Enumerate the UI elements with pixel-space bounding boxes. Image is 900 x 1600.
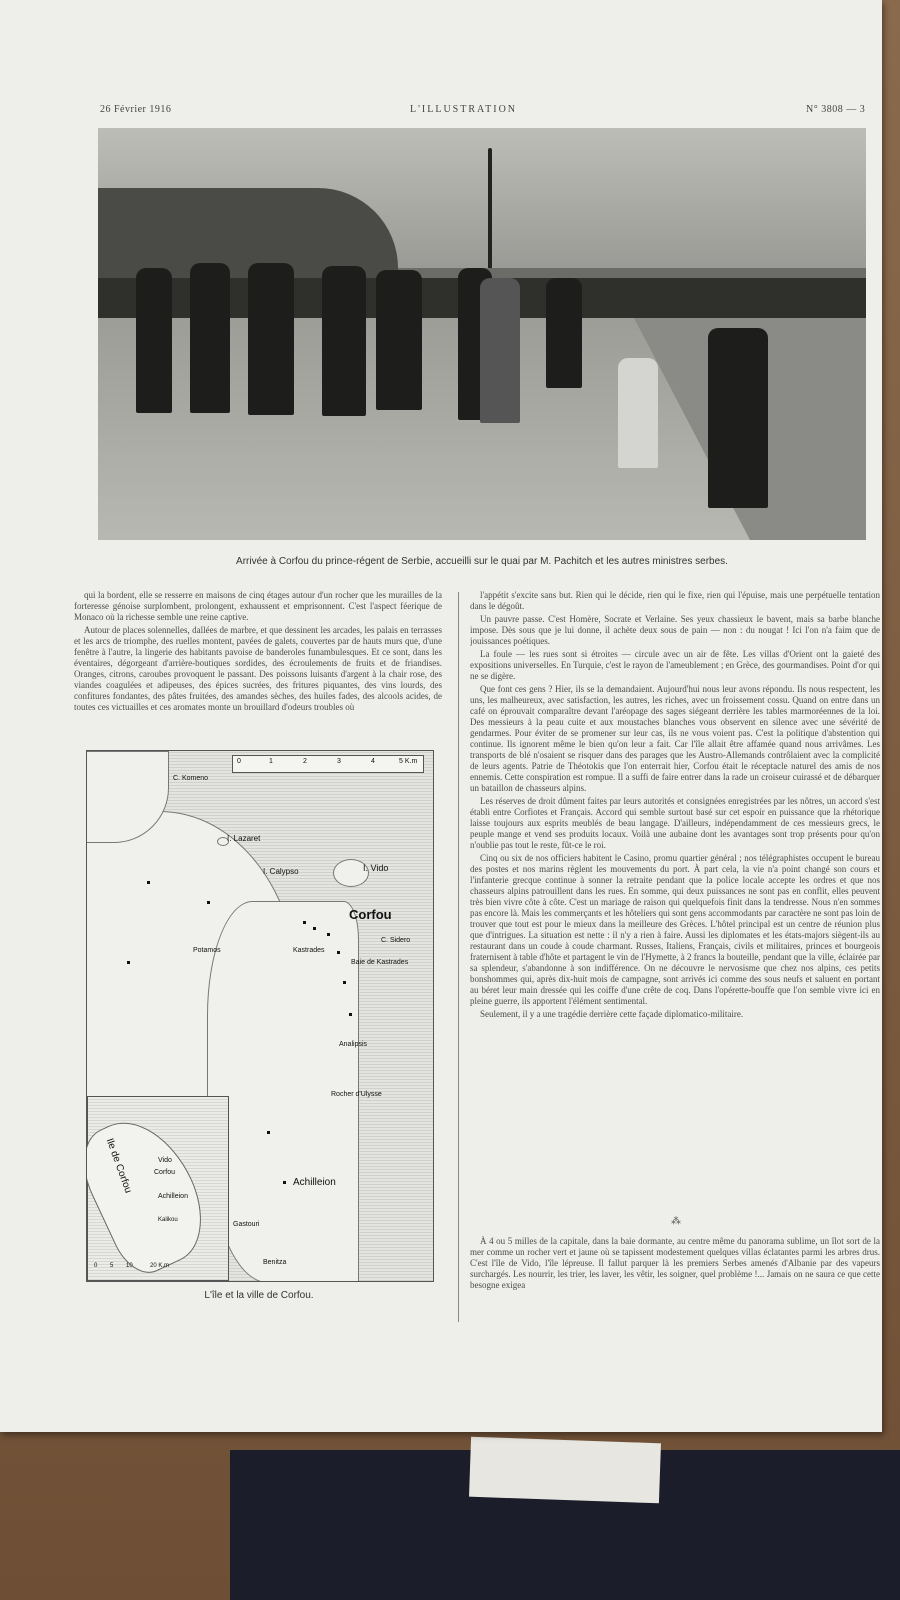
map-inset xyxy=(87,1096,229,1281)
scale-label: 3 xyxy=(337,758,341,765)
photo-figure xyxy=(376,270,422,410)
paragraph: La foule — les rues sont si étroites — circule avec un air de fête. Les villas d'Orient ont la gaieté des expositions universelles. En Turquie, c'est le rayon de l'ameublement ; en Grèce, des gourmandises. Point d'or qui ne se digère. xyxy=(470,649,880,681)
map-village-dot xyxy=(343,981,346,984)
map-label-rocher: Rocher d'Ulysse xyxy=(331,1091,382,1098)
map-label-calypso: I. Calypso xyxy=(263,867,299,876)
map-label-potamos: Potamos xyxy=(193,947,221,954)
map-label-vido: I. Vido xyxy=(363,863,389,873)
map-scale-bar xyxy=(232,755,424,773)
article-column-left xyxy=(74,590,442,745)
map-village-dot xyxy=(327,933,330,936)
map-village-dot xyxy=(313,927,316,930)
scale-label: 4 xyxy=(371,758,375,765)
map-village-dot xyxy=(267,1131,270,1134)
inset-island xyxy=(86,1104,221,1282)
inset-scale-label: 10 xyxy=(126,1263,133,1269)
photo-sailor xyxy=(618,358,658,468)
inset-scale-label: 20 K.m xyxy=(150,1263,170,1269)
map-label-benitza: Benitza xyxy=(263,1259,287,1266)
photo-figure xyxy=(190,263,230,413)
section-separator: ⁂ xyxy=(671,1216,681,1227)
inset-scale-label: 0 xyxy=(94,1263,98,1269)
map-label-analipsis: Analipsis xyxy=(339,1041,368,1048)
header-issue: N° 3808 — 3 xyxy=(806,104,866,115)
corfu-map xyxy=(86,750,434,1282)
inset-label: Kalikou xyxy=(158,1217,178,1223)
map-village-dot xyxy=(127,961,130,964)
map-label-corfou: Corfou xyxy=(349,907,392,922)
photo-caption: Arrivée à Corfou du prince-régent de Serbie, accueilli sur le quai par M. Pachitch et les autres ministres serbes. xyxy=(236,556,728,567)
paragraph: À 4 ou 5 milles de la capitale, dans la baie dormante, au centre même du panorama sublime, un îlot sort de la mer comme un rocher vert et jaune où se tapissent modestement quelques villas éclatantes parmi les arbres drus. C'est l'île de Vido, l'île lépreuse. Il fallut parquer là les premiers Serbes amenés d'Albanie par des vapeurs surchargés. Les nourrir, les trier, les laver, les vêtir, les soigner, quel problème !... Jamais on ne saura ce que cette besogne exigea xyxy=(470,1236,880,1290)
paragraph: Cinq ou six de nos officiers habitent le Casino, promu quartier général ; nos télégraphistes occupent le bureau des postes et nos marins règlent les mouvements du port. À part cela, la vie n'a point changé son cours et l'infanterie grecque continue à sonner la retraite pendant que la police locale accepte les ordres et que nos chasseurs alpins patrouillent dans les rues. En somme, qui deux puissances ne sont pas en conflit, elles peuvent très bien vivre côte à côte. C'est un mariage de raison qui quelquefois finit dans la tendresse. Nous n'en sommes pas encore là. Mais les commerçants et les hôteliers qui sont gens accommodants par caractère ne sont pas loin de trouver que tout est pour le mieux dans la meilleure des Grèces. L'hôtel principal est un centre de réunion plus que d'intrigues. La situation est nette : il n'y a rien à faire. Aussi les diplomates et les états-majors siègent-ils au restaurant dans un coude à coude charmant. Russes, Italiens, Français, civils et militaires, princes et bourgeois fraternisent à table d'hôte et partagent le vin de l'Hymette, à 2 francs la bouteille, pendant que la ville, éclairée par sa splendeur, s'abandonne à son indifférence. On ne découvre le nervosisme que chez nos alpins, ces petits bonshommes qui, après dix-huit mois de campagne, sont arrivés ici comme des sous neufs et saluent en portant au béret leur main dressée qui les coiffe d'une crête de coq. Dans l'opérette-bouffe que l'on semble vivre ici en pleine guerre, ils apportent l'élément sentimental. xyxy=(470,853,880,1006)
paragraph: Seulement, il y a une tragédie derrière cette façade diplomatico-militaire. xyxy=(480,1009,744,1019)
map-village-dot xyxy=(303,921,306,924)
paper-scrap xyxy=(469,1437,661,1504)
map-village-dot xyxy=(147,881,150,884)
map-village-dot xyxy=(207,901,210,904)
inset-label: Corfou xyxy=(154,1169,176,1176)
map-label-kastrades-town: Kastrades xyxy=(293,947,325,954)
paragraph: Les réserves de droit dûment faites par leurs autorités et consignées enregistrées par les nôtres, un accord s'est établi entre Corfiotes et Français. Accord qui semble surtout basé sur cet espoir en puissance que la rhétorique laisse toujours aux esprits meublés de beau langage. D'ailleurs, indépendamment de ces messieurs grecs, le peuple mange et vend ses produits locaux. Voilà une aubaine dont les avantages sont trop présents pour qu'on n'oublie pas tout le reste, fût-ce le roi. xyxy=(470,796,880,850)
column-divider xyxy=(458,592,459,1322)
inset-title: Ile de Corfou xyxy=(103,1137,134,1195)
article-column-right xyxy=(470,590,880,1250)
map-label-komeno: C. Komeno xyxy=(173,775,209,782)
photo-figure xyxy=(136,268,172,413)
header-date: 26 Février 1916 xyxy=(100,104,172,115)
inset-label: Achilleion xyxy=(158,1193,188,1200)
harbour-photo xyxy=(98,128,866,540)
photo-officer xyxy=(708,328,768,508)
map-label-kastrades-bay: Baie de Kastrades xyxy=(351,959,409,966)
paragraph: Un pauvre passe. C'est Homère, Socrate et Verlaine. Ses yeux chassieux le bavent, mais sa barbe blanche impose. Dès sous que je lui donne, il achète deux sous de pain — non : du nougat ! Ici l'on n'a faim que de jouissances poétiques. xyxy=(470,614,880,646)
photo-lamp-post xyxy=(488,148,492,268)
article-column-right-continued xyxy=(470,1236,880,1346)
inset-label: Vido xyxy=(158,1157,172,1164)
paragraph: l'appétit s'excite sans but. Rien qui le décide, rien qui le fixe, rien qui l'épuise, mais une perpétuelle tentation dans le dégoût. xyxy=(470,590,880,611)
paragraph: Que font ces gens ? Hier, ils se la demandaient. Aujourd'hui nous leur avons répondu. Ils nous respectent, les uns, les malheureux, avec satisfaction, les autres, les riches, avec un froissement cossu. Quand on entre dans un café on éprouvait comparaître devant l'aréopage des sages siégeant derrière les tables marmoréennes de la loi. Des messieurs à la peau cuite et aux moustaches blanches vous observent en silence avec une sévérité de gendarmes. Pour éviter de se promener sur leur cas, ils ne vous voient pas. C'est la politique d'abstention qui continue. Ils ignorent même le bien qu'on leur a fait. Car l'île allait être affamée quand nous arrivâmes. Les transports de blé n'osaient se risquer dans des parages que les Austro-Allemands contrôlaient avec la complicité de leurs agents. Patrie de Théotokis que l'on enterrait hier, Corfou était le réceptacle naturel des amis de nos ennemis. Cette conspiration est rompue. Il a suffi de faire entrer dans la rade un croiseur cuirassé et de débarquer un bataillon de chasseurs alpins. xyxy=(470,684,880,793)
inset-scale-label: 5 xyxy=(110,1263,114,1269)
map-label-sidero: C. Sidero xyxy=(381,937,411,944)
map-village-dot xyxy=(283,1181,286,1184)
header-masthead: L'ILLUSTRATION xyxy=(410,104,518,115)
map-caption: L'île et la ville de Corfou. xyxy=(204,1290,314,1301)
map-label-achilleion: Achilleion xyxy=(293,1177,336,1188)
map-village-dot xyxy=(337,951,340,954)
scale-label: 0 xyxy=(237,758,241,765)
photo-figure xyxy=(480,278,520,423)
scale-label: 1 xyxy=(269,758,273,765)
photo-figure xyxy=(248,263,294,415)
map-label-gastouri: Gastouri xyxy=(233,1221,260,1228)
paragraph: qui la bordent, elle se resserre en maisons de cinq étages autour d'un rocher que les murailles de la forteresse génoise surplombent, prolongent, exhaussent et emprisonnent. C'est l'aspect féerique de Monaco où la richesse semble une reine captive. xyxy=(74,590,442,622)
map-label-lazaret: I. Lazaret xyxy=(227,834,261,843)
photo-figure xyxy=(546,278,582,388)
scale-label: 2 xyxy=(303,758,307,765)
map-village-dot xyxy=(349,1013,352,1016)
paragraph: Autour de places solennelles, dallées de marbre, et que dessinent les arcades, les palais en terrasses et les arcs de triomphe, des ruelles montent, pavées de galets, couvertes par de hauts murs que, d'une fenêtre à l'autre, la lingerie des habitants pavoise de banderoles funambulesques. Et ce sont, dans les éventaires, dégorgeant d'arrière-boutiques sordides, des écroulements de fruits et de friandises. Oranges, citrons, caroubes provoquent le passant. Des poissons luisants d'argent à la chair rose, des viandes coagulées et adipeuses, des épices sucrées, des fritures piquantes, des vins lourds, des confitures fondantes, des pâtes fruitées, des amandes sèches, des huiles fades, des alcools acides, de toutes ces victuailles et ces aromates monte un brouillard d'odeurs troubles où xyxy=(74,625,442,712)
scale-label: 5 K.m xyxy=(399,758,418,765)
photo-figure xyxy=(322,266,366,416)
